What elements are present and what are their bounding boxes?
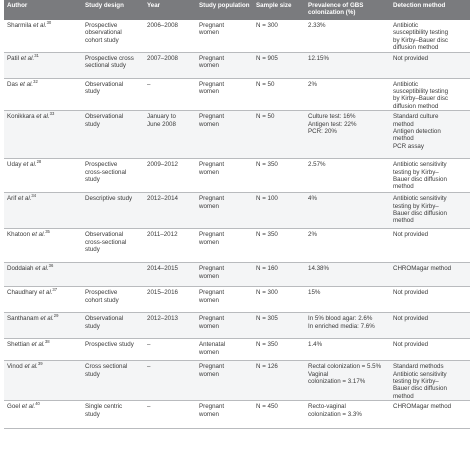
table-row: [4, 193, 470, 229]
cell-prevalence: [305, 361, 390, 401]
cell-detection-method: [390, 361, 470, 401]
cell-year: [144, 263, 196, 287]
cell-sample-size: [253, 159, 305, 193]
author-name: Shettian: [7, 341, 30, 349]
cell-prevalence: [305, 401, 390, 429]
cell-study-design-line: study: [85, 120, 100, 128]
cell-population-line: Pregnant: [199, 161, 225, 169]
cell-study-design-line: Cross sectional: [85, 363, 128, 371]
cell-population-line: women: [199, 238, 219, 246]
cell-detection-method: [390, 287, 470, 313]
author-ref: 28: [36, 159, 42, 165]
cell-study-design-line: Single centric: [85, 403, 123, 411]
cell-author: [4, 52, 82, 78]
cell-detection-method-line: Standard methods: [393, 363, 444, 371]
cell-year-line: –: [147, 341, 151, 349]
cell-prevalence: [305, 339, 390, 361]
cell-detection-method: [390, 20, 470, 52]
author-name: Doddaiah: [7, 265, 34, 273]
table-header: [4, 0, 470, 20]
cell-year: [144, 159, 196, 193]
cell-study-design: [82, 193, 144, 229]
cell-prevalence: [305, 193, 390, 229]
cell-sample-size: [253, 111, 305, 159]
cell-study-design-line: cohort study: [85, 296, 119, 304]
cell-prevalence-line: 2%: [308, 231, 317, 239]
cell-population: [196, 401, 253, 429]
cell-year-line: 2014–2015: [147, 265, 178, 273]
cell-year: [144, 339, 196, 361]
header-prevalence: Prevalence of GBS colonization (%): [305, 0, 390, 20]
cell-prevalence-line: PCR: 20%: [308, 128, 337, 136]
cell-prevalence-line: Recto-vaginal: [308, 403, 346, 411]
cell-author: [4, 193, 82, 229]
sample-size-value: N = 350: [256, 231, 278, 239]
author-name: Sharmila: [7, 22, 32, 29]
author-name: Konikkara: [7, 113, 35, 121]
cell-study-design-line: Observational: [85, 113, 124, 121]
cell-population: [196, 111, 253, 159]
cell-detection-method-line: method: [393, 217, 414, 225]
cell-study-design-line: Observational: [85, 80, 124, 88]
cell-prevalence-line: 4%: [308, 195, 317, 203]
author-ref: 36: [48, 263, 54, 269]
author-ref: 29: [53, 313, 59, 319]
cell-population-line: women: [199, 322, 219, 330]
cell-detection-method-line: Not provided: [393, 54, 429, 62]
cell-detection-method: [390, 111, 470, 159]
author-ref: 40: [35, 401, 40, 407]
cell-study-design: [82, 361, 144, 401]
cell-sample-size: [253, 193, 305, 229]
author-ref: 30: [46, 19, 52, 25]
cell-detection-method-line: Antibiotic: [393, 80, 419, 88]
author-etal: et al.: [16, 195, 32, 203]
cell-population-line: Pregnant: [199, 195, 225, 203]
cell-study-design-line: study: [85, 410, 100, 418]
cell-year-line: 2006–2008: [147, 22, 178, 29]
author-etal: et al.: [21, 161, 37, 169]
cell-study-design: [82, 52, 144, 78]
cell-study-design: [82, 159, 144, 193]
cell-detection-method: [390, 313, 470, 339]
cell-study-design-line: cross-sectional: [85, 238, 127, 246]
cell-study-design-line: study: [85, 88, 100, 96]
cell-population-line: women: [199, 370, 219, 378]
cell-population-line: women: [199, 202, 219, 210]
cell-prevalence-line: colonization = 3.3%: [308, 410, 362, 418]
cell-detection-method-line: Antibiotic sensitivity: [393, 370, 447, 378]
author-ref: 34: [31, 193, 37, 199]
cell-study-design-line: cross-sectional study: [85, 168, 127, 184]
cell-prevalence-line: Rectal colonization = 5.5%: [308, 363, 382, 371]
cell-population-line: women: [199, 348, 219, 356]
cell-author: [4, 287, 82, 313]
author-etal: et al.: [31, 22, 47, 29]
table-row: [4, 287, 470, 313]
cell-detection-method-line: Standard culture: [393, 113, 439, 121]
cell-author: [4, 313, 82, 339]
cell-population: [196, 78, 253, 111]
cell-author: [4, 78, 82, 111]
cell-year: [144, 401, 196, 429]
cell-study-design-line: study: [85, 322, 100, 330]
cell-detection-method-line: testing by Kirby–: [393, 378, 439, 386]
cell-prevalence: [305, 78, 390, 111]
cell-year: [144, 52, 196, 78]
cell-detection-method-line: by Kirby–Bauer disc: [393, 95, 449, 103]
cell-prevalence-line: In enriched media: 7.6%: [308, 322, 375, 330]
cell-sample-size: [253, 313, 305, 339]
cell-detection-method-line: Bauer disc diffusion: [393, 385, 447, 393]
cell-prevalence-line: 2.57%: [308, 161, 326, 169]
author-name: Uday: [7, 161, 22, 169]
cell-author: [4, 111, 82, 159]
cell-detection-method-line: method: [393, 135, 414, 143]
table-row: [4, 159, 470, 193]
table-row: [4, 78, 470, 111]
cell-detection-method-line: method: [393, 183, 414, 191]
cell-population: [196, 313, 253, 339]
cell-detection-method-line: CHROMagar method: [393, 265, 452, 273]
gbs-prevalence-table: [4, 0, 470, 429]
header-study-design: Study design: [82, 0, 144, 20]
author-ref: 31: [34, 52, 39, 58]
author-name: Das: [7, 80, 19, 88]
author-etal: et al.: [19, 54, 35, 62]
sample-size-value: N = 905: [256, 54, 278, 62]
cell-study-design-line: study: [85, 370, 100, 378]
author-name: Vinod: [7, 363, 23, 371]
sample-size-value: N = 350: [256, 161, 278, 169]
author-name: Arif: [7, 195, 17, 203]
cell-study-design: [82, 20, 144, 52]
cell-detection-method-line: testing by Kirby–: [393, 202, 439, 210]
cell-detection-method-line: Antibiotic sensitivity: [393, 195, 447, 203]
cell-study-design-line: observational: [85, 29, 122, 37]
cell-sample-size: [253, 20, 305, 52]
cell-sample-size: [253, 339, 305, 361]
cell-prevalence: [305, 52, 390, 78]
cell-year-line: 2012–2014: [147, 195, 178, 203]
cell-detection-method-line: diffusion method: [393, 44, 439, 52]
cell-year-line: –: [147, 80, 151, 88]
author-ref: 33: [49, 111, 55, 117]
cell-population: [196, 263, 253, 287]
header-year: Year: [144, 0, 196, 20]
sample-size-value: N = 50: [256, 80, 275, 88]
cell-population-line: women: [199, 272, 219, 280]
cell-population-line: women: [199, 296, 219, 304]
table-body: [4, 20, 470, 429]
cell-author: [4, 159, 82, 193]
cell-prevalence-line: 2.33%: [308, 22, 326, 29]
cell-detection-method-line: testing by Kirby–: [393, 168, 439, 176]
cell-prevalence: [305, 229, 390, 263]
sample-size-value: N = 100: [256, 195, 278, 203]
cell-author: [4, 229, 82, 263]
cell-study-design-line: sectional study: [85, 62, 126, 70]
cell-population-line: Pregnant: [199, 113, 225, 121]
author-etal: et al.: [29, 341, 45, 349]
author-etal: et al.: [38, 315, 54, 323]
header-row: [4, 0, 470, 20]
table-row: [4, 313, 470, 339]
table-row: [4, 111, 470, 159]
author-ref: 32: [33, 78, 38, 84]
cell-author: [4, 263, 82, 287]
cell-year: [144, 361, 196, 401]
cell-detection-method: [390, 263, 470, 287]
author-etal: et al.: [37, 289, 53, 297]
cell-study-design: [82, 229, 144, 263]
cell-population-line: women: [199, 62, 219, 70]
cell-population: [196, 159, 253, 193]
author-etal: et al.: [20, 403, 36, 411]
cell-year: [144, 313, 196, 339]
cell-detection-method-line: by Kirby–Bauer disc: [393, 36, 449, 44]
table-row: [4, 361, 470, 401]
cell-prevalence-line: 2%: [308, 80, 317, 88]
cell-detection-method-line: method: [393, 120, 414, 128]
cell-population: [196, 193, 253, 229]
cell-detection-method-line: Antibiotic sensitivity: [393, 161, 447, 169]
cell-detection-method-line: Not provided: [393, 341, 429, 349]
cell-population-line: women: [199, 88, 219, 96]
cell-prevalence-line: 12.15%: [308, 54, 329, 62]
cell-population-line: Pregnant: [199, 22, 225, 29]
cell-detection-method-line: diffusion method: [393, 102, 439, 110]
table-row: [4, 20, 470, 52]
cell-prevalence-line: Antigen test: 22%: [308, 120, 357, 128]
cell-prevalence: [305, 20, 390, 52]
cell-study-design: [82, 78, 144, 111]
cell-prevalence: [305, 313, 390, 339]
author-ref: 38: [44, 339, 50, 345]
cell-study-design: [82, 263, 144, 287]
sample-size-value: N = 300: [256, 22, 278, 29]
cell-year: [144, 193, 196, 229]
cell-prevalence-line: Vaginal: [308, 370, 329, 378]
cell-study-design-line: Descriptive study: [85, 195, 133, 203]
cell-study-design-line: Prospective: [85, 22, 118, 29]
cell-population-line: Pregnant: [199, 80, 225, 88]
cell-detection-method-line: susceptibility testing: [393, 88, 449, 96]
cell-population-line: Pregnant: [199, 315, 225, 323]
author-ref: 37: [52, 287, 58, 293]
cell-prevalence-line: 15%: [308, 289, 321, 297]
author-etal: et al.: [33, 265, 49, 273]
header-sample-size: Sample size: [253, 0, 305, 20]
cell-study-design-line: Prospective: [85, 161, 118, 169]
header-detection-method: Detection method: [390, 0, 470, 20]
author-name: Santhanam: [7, 315, 39, 323]
cell-author: [4, 361, 82, 401]
cell-detection-method-line: method: [393, 392, 414, 400]
cell-sample-size: [253, 263, 305, 287]
cell-study-design: [82, 111, 144, 159]
sample-size-value: N = 160: [256, 265, 278, 273]
cell-population-line: women: [199, 29, 219, 37]
cell-prevalence-line: Culture test: 16%: [308, 113, 356, 121]
cell-sample-size: [253, 78, 305, 111]
author-ref: 35: [45, 229, 50, 235]
author-etal: et al.: [18, 80, 34, 88]
cell-year: [144, 20, 196, 52]
cell-year-line: June 2008: [147, 120, 176, 128]
cell-study-design-line: cohort study: [85, 36, 119, 44]
cell-detection-method-line: susceptibility testing: [393, 29, 449, 37]
cell-detection-method: [390, 339, 470, 361]
cell-prevalence-line: colonization = 3.17%: [308, 378, 366, 386]
cell-detection-method-line: Not provided: [393, 315, 429, 323]
cell-study-design: [82, 313, 144, 339]
cell-year-line: 2007–2008: [147, 54, 178, 62]
cell-study-design-line: Observational: [85, 315, 124, 323]
cell-detection-method: [390, 52, 470, 78]
cell-population: [196, 229, 253, 263]
cell-prevalence: [305, 159, 390, 193]
cell-year-line: –: [147, 403, 151, 411]
cell-detection-method-line: Not provided: [393, 289, 429, 297]
cell-detection-method: [390, 401, 470, 429]
cell-detection-method-line: Antibiotic: [393, 22, 419, 29]
cell-year-line: –: [147, 363, 151, 371]
cell-year: [144, 78, 196, 111]
cell-population-line: women: [199, 120, 219, 128]
cell-population-line: Antenatal: [199, 341, 226, 349]
cell-detection-method: [390, 78, 470, 111]
cell-population: [196, 20, 253, 52]
cell-prevalence-line: 14.38%: [308, 265, 329, 273]
cell-detection-method: [390, 229, 470, 263]
header-study-population: Study population: [196, 0, 253, 20]
cell-year: [144, 111, 196, 159]
author-etal: et al.: [34, 113, 50, 121]
table-row: [4, 52, 470, 78]
table-row: [4, 229, 470, 263]
sample-size-value: N = 450: [256, 403, 278, 411]
cell-detection-method: [390, 159, 470, 193]
cell-detection-method-line: Antigen detection: [393, 128, 441, 136]
cell-population-line: Pregnant: [199, 54, 225, 62]
cell-study-design-line: Prospective: [85, 289, 118, 297]
cell-author: [4, 339, 82, 361]
sample-size-value: N = 50: [256, 113, 275, 121]
sample-size-value: N = 300: [256, 289, 278, 297]
cell-population: [196, 52, 253, 78]
cell-detection-method-line: CHROMagar method: [393, 403, 452, 411]
table-row: [4, 263, 470, 287]
cell-study-design-line: study: [85, 246, 100, 254]
cell-population: [196, 287, 253, 313]
cell-population: [196, 339, 253, 361]
cell-study-design: [82, 287, 144, 313]
cell-year: [144, 229, 196, 263]
table-row: [4, 339, 470, 361]
cell-sample-size: [253, 229, 305, 263]
sample-size-value: N = 126: [256, 363, 278, 371]
cell-author: [4, 20, 82, 52]
cell-population: [196, 361, 253, 401]
cell-year-line: 2011–2012: [147, 231, 178, 239]
cell-detection-method-line: Not provided: [393, 231, 429, 239]
cell-year-line: January to: [147, 113, 176, 121]
cell-author: [4, 401, 82, 429]
author-etal: et al.: [22, 363, 38, 371]
cell-detection-method: [390, 193, 470, 229]
cell-study-design: [82, 339, 144, 361]
cell-prevalence-line: In 5% blood agar: 2.6%: [308, 315, 373, 323]
cell-prevalence: [305, 287, 390, 313]
author-name: Chaudhary: [7, 289, 38, 297]
cell-study-design-line: Prospective cross: [85, 54, 134, 62]
cell-population-line: Pregnant: [199, 403, 225, 411]
cell-sample-size: [253, 52, 305, 78]
sample-size-value: N = 350: [256, 341, 278, 349]
cell-study-design-line: Observational: [85, 231, 124, 239]
author-name: Patil: [7, 54, 20, 62]
cell-prevalence: [305, 263, 390, 287]
cell-prevalence: [305, 111, 390, 159]
cell-sample-size: [253, 361, 305, 401]
cell-year-line: 2012–2013: [147, 315, 178, 323]
cell-population-line: women: [199, 410, 219, 418]
cell-detection-method-line: Bauer disc diffusion: [393, 210, 447, 218]
cell-sample-size: [253, 287, 305, 313]
header-author: Author: [4, 0, 82, 20]
cell-population-line: Pregnant: [199, 363, 225, 371]
cell-population-line: women: [199, 168, 219, 176]
cell-detection-method-line: Bauer disc diffusion: [393, 176, 447, 184]
cell-prevalence-line: 1.4%: [308, 341, 323, 349]
cell-population-line: Pregnant: [199, 231, 225, 239]
sample-size-value: N = 305: [256, 315, 278, 323]
cell-population-line: Pregnant: [199, 265, 225, 273]
cell-detection-method-line: PCR assay: [393, 142, 424, 150]
author-name: Khatoon: [7, 231, 31, 239]
author-etal: et al.: [30, 231, 46, 239]
author-name: Goel: [7, 403, 21, 411]
cell-sample-size: [253, 401, 305, 429]
cell-year-line: 2015–2016: [147, 289, 178, 297]
cell-study-design: [82, 401, 144, 429]
cell-population-line: Pregnant: [199, 289, 225, 297]
cell-year: [144, 287, 196, 313]
cell-study-design-line: Prospective study: [85, 341, 134, 349]
cell-year-line: 2009–2012: [147, 161, 178, 169]
table-row: [4, 401, 470, 429]
author-ref: 39: [37, 361, 43, 367]
